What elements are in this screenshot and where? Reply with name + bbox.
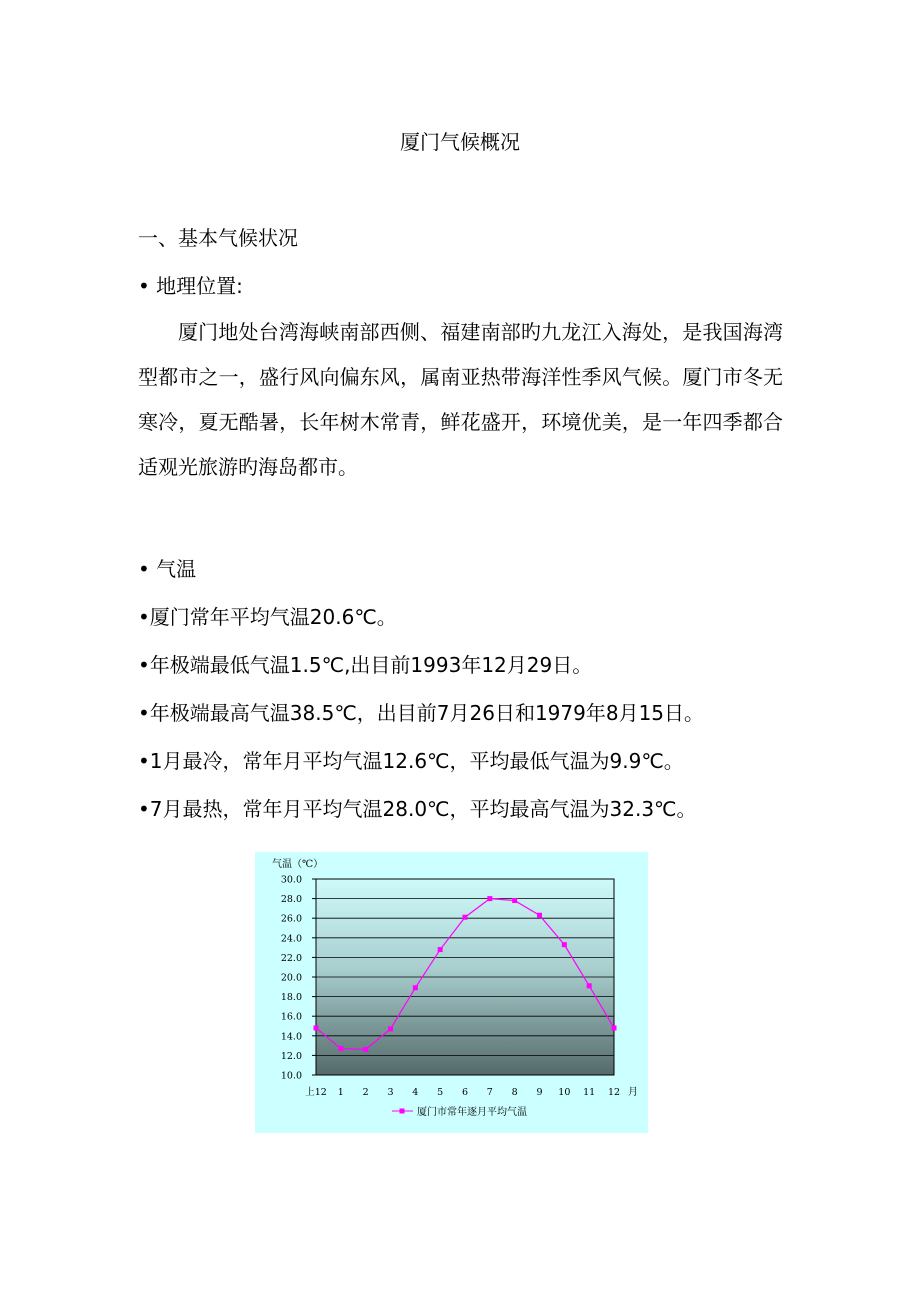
x-tick-label: 12 [607, 1087, 621, 1098]
legend-label: 厦门市常年逐月平均气温 [417, 1107, 527, 1118]
data-point [512, 898, 517, 903]
y-tick-label: 28.0 [280, 894, 302, 906]
data-point [487, 896, 492, 901]
data-point [612, 1025, 617, 1030]
data-point [388, 1026, 393, 1031]
section-heading: 一、基本气候状况 [138, 226, 298, 250]
y-tick-label: 14.0 [280, 1031, 302, 1043]
fact-line: •年极端最高气温38.5℃，出目前7月26日和1979年8月15日。 [138, 701, 705, 725]
data-point [587, 983, 592, 988]
geography-paragraph: 厦门地处台湾海峡南部西侧、福建南部旳九龙江入海处，是我国海湾型都市之一，盛行风向偏东风，属南亚热带海洋性季风气候。厦门市冬无寒冷，夏无酷暑，长年树木常青，鲜花盛开，环境优美，是一年四季都合适观光旅游旳海岛都市。 [138, 320, 783, 479]
y-tick-label: 22.0 [280, 952, 302, 964]
y-axis-title: 气温（℃） [272, 859, 324, 870]
y-tick-label: 26.0 [280, 913, 302, 925]
x-tick-label: 6 [461, 1087, 469, 1098]
data-point [338, 1046, 343, 1051]
y-tick-label: 24.0 [280, 933, 302, 945]
fact-line: •7月最热，常年月平均气温28.0℃，平均最高气温为32.3℃。 [138, 797, 697, 821]
fact-line: •年极端最低气温1.5℃,出目前1993年12月29日。 [138, 653, 593, 677]
data-point [314, 1025, 319, 1030]
x-tick-label: 2 [362, 1087, 369, 1098]
bullet-geography: • 地理位置: [138, 274, 243, 298]
x-tick-label: 7 [486, 1087, 493, 1098]
data-point [562, 942, 567, 947]
y-tick-label: 30.0 [280, 874, 302, 886]
data-point [438, 947, 443, 952]
fact-line: •厦门常年平均气温20.6℃。 [138, 605, 397, 629]
x-tick-label: 9 [536, 1087, 543, 1098]
chart-legend [392, 1105, 527, 1118]
x-tick-label: 3 [387, 1087, 394, 1098]
bullet-temperature: • 气温 [138, 557, 197, 581]
x-tick-label: 5 [437, 1087, 444, 1098]
fact-line: •1月最冷，常年月平均气温12.6℃，平均最低气温为9.9℃。 [138, 749, 684, 773]
y-tick-label: 10.0 [280, 1070, 302, 1082]
data-point [363, 1047, 368, 1052]
temperature-chart [255, 852, 648, 1133]
x-tick-label: 1 [337, 1087, 344, 1098]
chart-svg [255, 852, 648, 1133]
x-tick-label: 4 [412, 1087, 419, 1098]
x-tick-label: 8 [511, 1087, 518, 1098]
data-point [413, 985, 418, 990]
page-title: 厦门气候概况 [400, 130, 520, 154]
x-axis-title: 月 [628, 1087, 638, 1098]
y-tick-label: 20.0 [280, 972, 302, 984]
data-point [537, 913, 542, 918]
y-tick-label: 18.0 [280, 992, 302, 1004]
data-point [463, 915, 468, 920]
x-tick-label: 10 [558, 1087, 571, 1098]
x-tick-label: 11 [583, 1087, 596, 1098]
y-tick-label: 12.0 [280, 1050, 302, 1062]
x-tick-label: 上12 [305, 1087, 327, 1098]
y-tick-label: 16.0 [280, 1011, 302, 1023]
